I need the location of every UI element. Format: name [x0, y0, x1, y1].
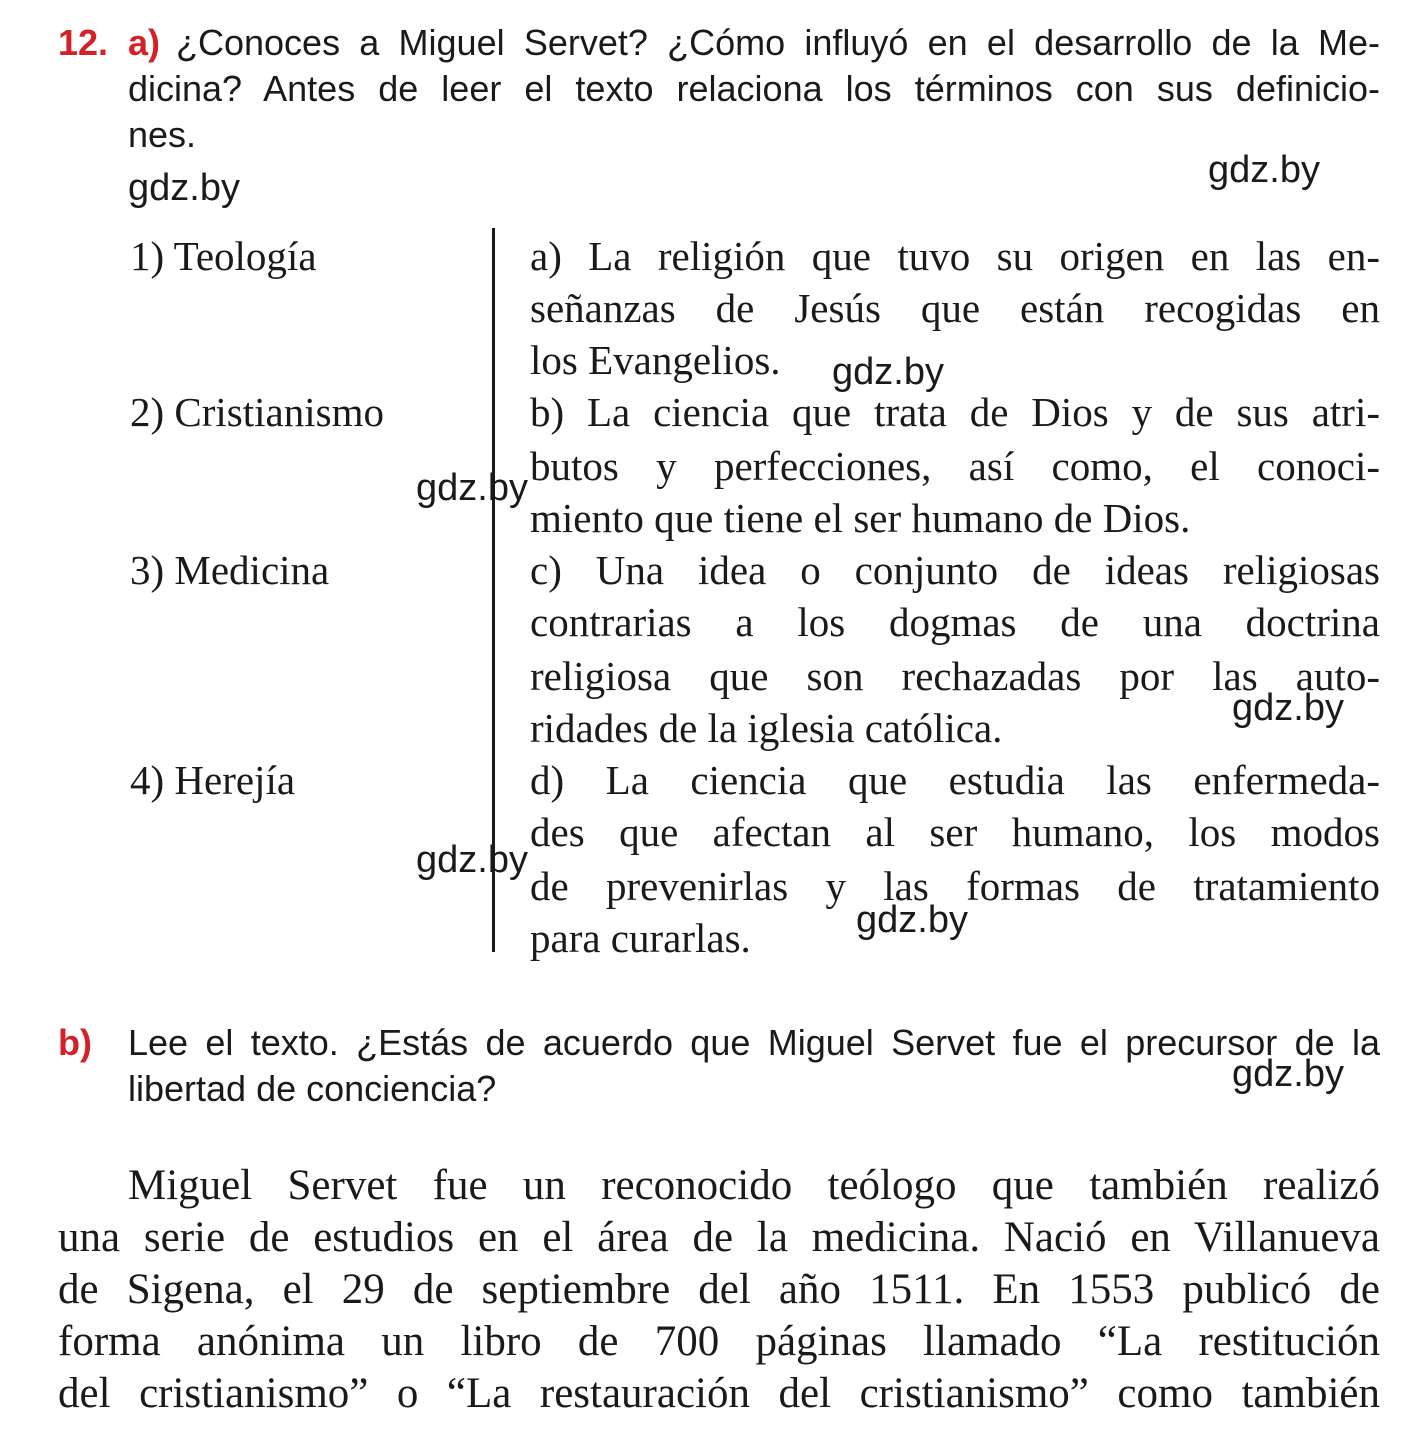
- term-herejia: 4) Herejía: [130, 757, 296, 803]
- watermark: gdz.by: [1232, 687, 1344, 729]
- reading-text-line: de Sigena, el 29 de septiembre del año 1511. En 1553 publicó de: [58, 1266, 1380, 1313]
- definition-c-line: c) Una idea o conjunto de ideas religiosas: [530, 547, 1380, 593]
- definition-b-line: miento que tiene el ser humano de Dios.: [530, 495, 1191, 541]
- watermark: gdz.by: [416, 839, 528, 881]
- definition-c-line: contrarias a los dogmas de una doctrina: [530, 599, 1380, 645]
- watermark: gdz.by: [856, 899, 968, 941]
- watermark: gdz.by: [1208, 149, 1320, 191]
- definition-d-line: para curarlas.: [530, 915, 751, 961]
- reading-text-line: una serie de estudios en el área de la medicina. Nació en Villanueva: [58, 1214, 1380, 1261]
- part-b-instruction-line: libertad de conciencia?: [128, 1068, 497, 1109]
- watermark: gdz.by: [128, 167, 240, 209]
- part-a-instruction-line: nes.: [128, 114, 197, 155]
- definition-b-line: b) La ciencia que trata de Dios y de sus atri-: [530, 389, 1380, 435]
- definition-d-line: d) La ciencia que estudia las enfermeda-: [530, 757, 1380, 803]
- reading-text-line: del cristianismo” o “La restauración del cristianismo” como también: [58, 1370, 1380, 1417]
- exercise-number: 12.: [58, 22, 109, 63]
- watermark: gdz.by: [832, 351, 944, 393]
- definition-c-line: ridades de la iglesia católica.: [530, 705, 1003, 751]
- term-cristianismo: 2) Cristianismo: [130, 389, 384, 435]
- part-a-instruction-line: dicina? Antes de leer el texto relaciona los términos con sus definicio-: [128, 68, 1380, 109]
- definition-a-line: señanzas de Jesús que están recogidas en: [530, 285, 1380, 331]
- part-a-label: a): [128, 22, 161, 63]
- reading-text-line: Miguel Servet fue un reconocido teólogo que también realizó: [128, 1162, 1380, 1209]
- term-medicina: 3) Medicina: [130, 547, 330, 593]
- part-a-instruction-line: ¿Conoces a Miguel Servet? ¿Cómo influyó en el desarrollo de la Me-: [176, 22, 1380, 63]
- watermark: gdz.by: [416, 467, 528, 509]
- definition-d-line: de prevenirlas y las formas de tratamiento: [530, 863, 1380, 909]
- part-b-instruction-line: Lee el texto. ¿Estás de acuerdo que Miguel Servet fue el precursor de la: [128, 1022, 1380, 1063]
- definition-b-line: butos y perfecciones, así como, el conoci-: [530, 443, 1380, 489]
- part-b-label: b): [58, 1022, 92, 1063]
- watermark: gdz.by: [1232, 1053, 1344, 1095]
- definition-a-line: los Evangelios.: [530, 337, 781, 383]
- definition-d-line: des que afectan al ser humano, los modos: [530, 809, 1380, 855]
- definition-c-line: religiosa que son rechazadas por las auto-: [530, 653, 1380, 699]
- definition-a-line: a) La religión que tuvo su origen en las en-: [530, 233, 1380, 279]
- reading-text-line: forma anónima un libro de 700 páginas llamado “La restitución: [58, 1318, 1380, 1365]
- term-teologia: 1) Teología: [130, 233, 317, 279]
